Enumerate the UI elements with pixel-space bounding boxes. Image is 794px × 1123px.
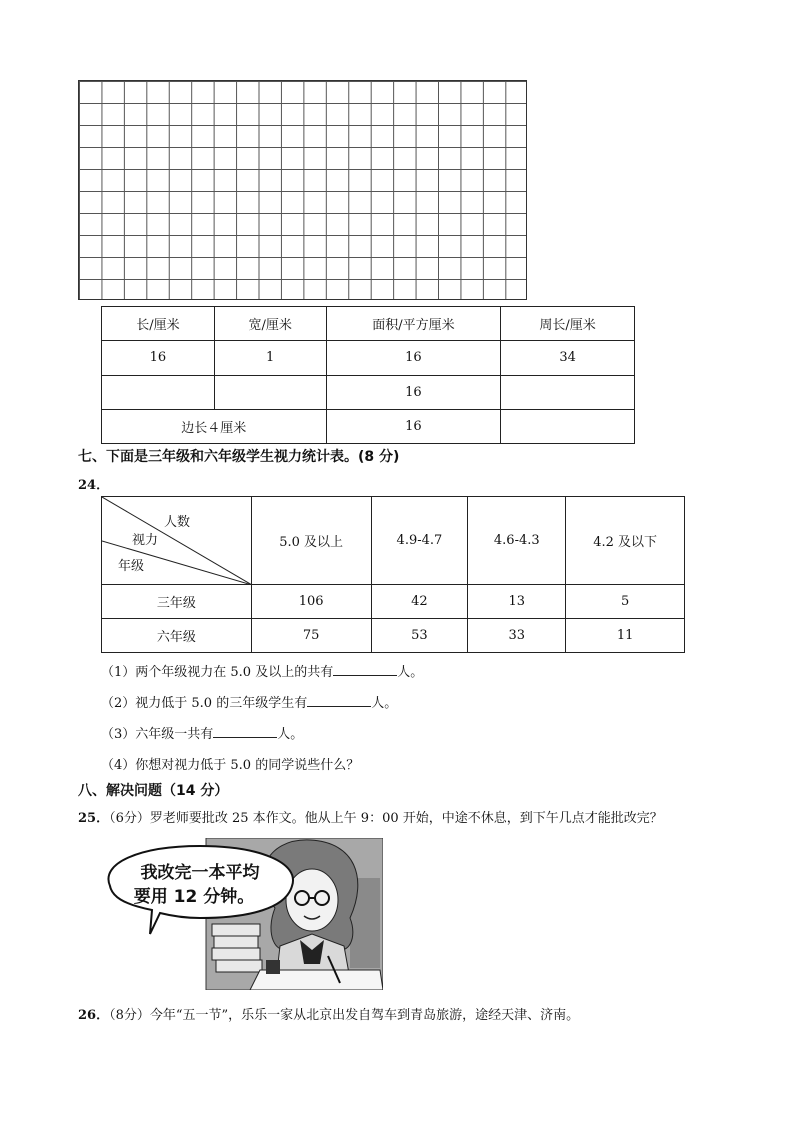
cell: 53 xyxy=(371,619,468,653)
square-grid xyxy=(78,80,527,300)
section-7-title: 七、下面是三年级和六年级学生视力统计表。(8 分) xyxy=(78,449,400,465)
question-24-2: （2）视力低于 5.0 的三年级学生有 人。 xyxy=(101,692,397,711)
diag-label-vision: 视力 xyxy=(132,533,159,548)
table-row xyxy=(102,409,635,443)
table-row xyxy=(102,341,635,375)
cell xyxy=(102,375,215,409)
table-header-row xyxy=(102,307,635,341)
teacher-illustration xyxy=(100,838,383,990)
cell: 42 xyxy=(371,585,468,619)
cell: 16 xyxy=(326,409,501,443)
bubble-line-2: 要用 12 分钟。 xyxy=(133,887,255,907)
question-26: 26．（8分）今年“五一节”，乐乐一家从北京出发自驾车到青岛旅游，途经天津、济南。 xyxy=(78,1008,580,1023)
column-header: 4.2 及以下 xyxy=(566,497,685,585)
column-header: 4.9-4.7 xyxy=(371,497,468,585)
section-8-title: 八、解决问题（14 分） xyxy=(78,783,229,799)
cell xyxy=(501,409,635,443)
header-length: 长/厘米 xyxy=(102,307,215,341)
cell-square-side: 边长４厘米 xyxy=(102,409,327,443)
bubble-line-1: 我改完一本平均 xyxy=(140,863,260,883)
question-24-3: （3）六年级一共有 人。 xyxy=(101,723,303,742)
table-row xyxy=(102,619,685,653)
cell: 33 xyxy=(468,619,566,653)
answer-blank[interactable] xyxy=(333,662,397,676)
cell: 106 xyxy=(251,585,371,619)
cell: 5 xyxy=(566,585,685,619)
cell xyxy=(214,375,326,409)
question-24-1: （1）两个年级视力在 5.0 及以上的共有 人。 xyxy=(101,661,423,680)
row-header: 六年级 xyxy=(102,619,252,653)
column-header: 5.0 及以上 xyxy=(251,497,371,585)
header-area: 面积/平方厘米 xyxy=(326,307,501,341)
cell: 16 xyxy=(326,375,501,409)
answer-blank[interactable] xyxy=(307,693,371,707)
table-header-row xyxy=(102,497,685,585)
question-24-number: 24． xyxy=(78,478,110,493)
cell: 1 xyxy=(214,341,326,375)
cell: 16 xyxy=(326,341,501,375)
row-header: 三年级 xyxy=(102,585,252,619)
eyesight-table xyxy=(101,496,685,653)
table-row xyxy=(102,585,685,619)
diag-label-grade: 年级 xyxy=(118,559,145,574)
cell: 13 xyxy=(468,585,566,619)
cell xyxy=(501,375,635,409)
cell: 11 xyxy=(566,619,685,653)
diag-label-people: 人数 xyxy=(164,515,191,530)
table-row xyxy=(102,375,635,409)
rectangle-table xyxy=(101,306,635,444)
header-width: 宽/厘米 xyxy=(214,307,326,341)
answer-blank[interactable] xyxy=(213,724,277,738)
header-perimeter: 周长/厘米 xyxy=(501,307,635,341)
diagonal-header-cell xyxy=(102,497,252,585)
question-25: 25．（6分）罗老师要批改 25 本作文。他从上午 9：00 开始，中途不休息，到下午几点才能批改完？ xyxy=(78,811,663,826)
cell: 34 xyxy=(501,341,635,375)
question-24-4: （4）你想对视力低于 5.0 的同学说些什么？ xyxy=(101,758,360,773)
cell: 75 xyxy=(251,619,371,653)
cell: 16 xyxy=(102,341,215,375)
column-header: 4.6-4.3 xyxy=(468,497,566,585)
